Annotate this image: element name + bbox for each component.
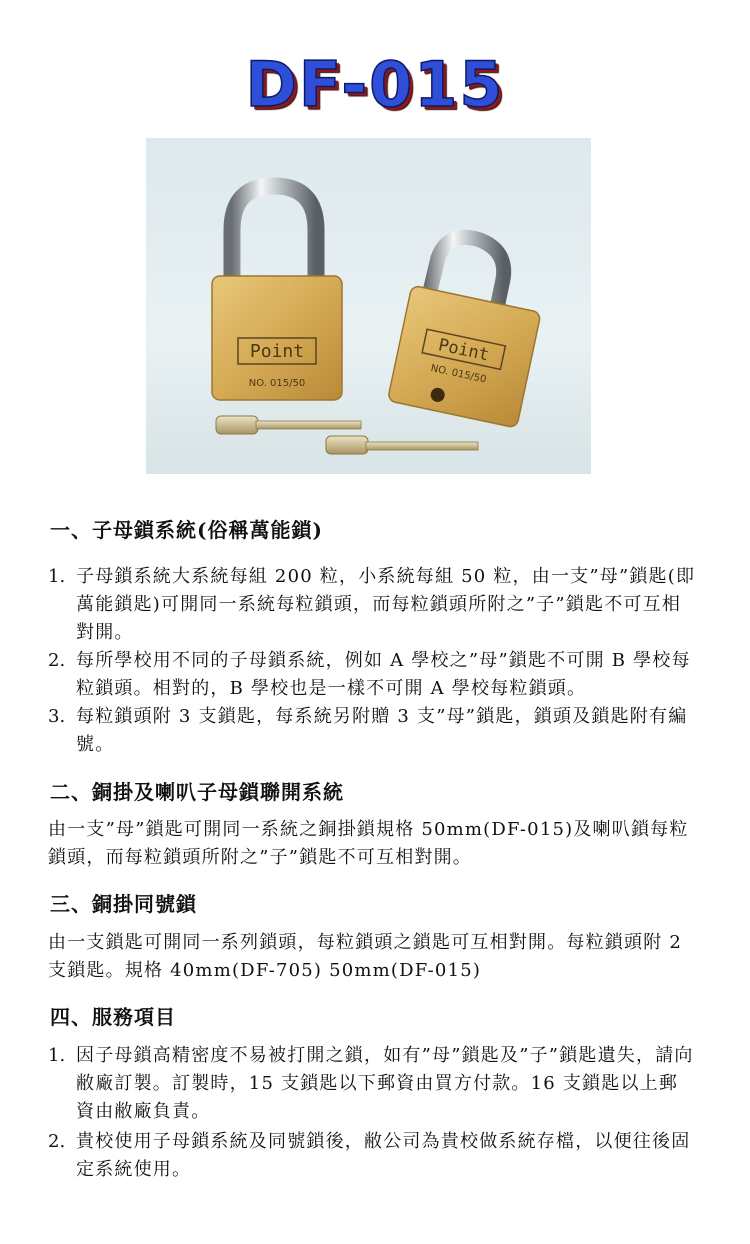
- lock-brand-right: Point: [436, 335, 491, 366]
- key-right: [326, 436, 478, 454]
- section-heading-2: 二、銅掛及喇叭子母鎖聯開系統: [50, 780, 344, 804]
- list-item: 每粒鎖頭附 3 支鎖匙，每系統另附贈 3 支”母”鎖匙，鎖頭及鎖匙附有編號。: [76, 706, 688, 755]
- section-paragraph-3: 由一支鎖匙可開同一系列鎖頭，每粒鎖頭之鎖匙可互相對開。每粒鎖頭附 2 支鎖匙。規格 40mm(DF-705) 50mm(DF-015): [48, 932, 682, 981]
- section-heading-1: 一、子母鎖系統(俗稱萬能鎖): [50, 518, 323, 542]
- section-paragraph-2: 由一支”母”鎖匙可開同一系統之銅掛鎖規格 50mm(DF-015)及喇叭鎖每粒鎖頭，而每粒鎖頭所附之”子”鎖匙不可互相對開。: [48, 819, 689, 868]
- padlock-illustration: [146, 138, 591, 474]
- list-item: 子母鎖系統大系統每組 200 粒，小系統每組 50 粒，由一支”母”鎖匙(即萬能鎖匙)可開同一系統每粒鎖頭，而每粒鎖頭所附之”子”鎖匙不可互相對開。: [76, 566, 696, 643]
- key-left: [216, 416, 361, 434]
- page-title: DF-015: [245, 48, 505, 121]
- list-item: 每所學校用不同的子母鎖系統，例如 A 學校之”母”鎖匙不可開 B 學校每粒鎖頭。相對的，B 學校也是一樣不可開 A 學校每粒鎖頭。: [76, 650, 691, 699]
- list-number: 2.: [48, 1131, 66, 1152]
- lock-model-right: NO. 015/50: [429, 363, 488, 386]
- list-item: 因子母鎖高精密度不易被打開之鎖，如有”母”鎖匙及”子”鎖匙遺失，請向敝廠訂製。訂製時，15 支鎖匙以下郵資由買方付款。16 支鎖匙以上郵資由敝廠負責。: [76, 1045, 694, 1122]
- lock-model-left: NO. 015/50: [248, 378, 306, 389]
- list-item: 貴校使用子母鎖系統及同號鎖後，敝公司為貴校做系統存檔，以便往後固定系統使用。: [76, 1131, 691, 1180]
- list-number: 1.: [48, 566, 66, 587]
- section-heading-3: 三、銅掛同號鎖: [50, 892, 197, 916]
- list-number: 2.: [48, 650, 66, 671]
- list-number: 1.: [48, 1045, 66, 1066]
- list-number: 3.: [48, 706, 66, 727]
- section-heading-4: 四、服務項目: [50, 1005, 176, 1029]
- shackle-left: [232, 186, 316, 288]
- lock-brand-left: Point: [249, 341, 305, 362]
- product-photo: [146, 138, 591, 474]
